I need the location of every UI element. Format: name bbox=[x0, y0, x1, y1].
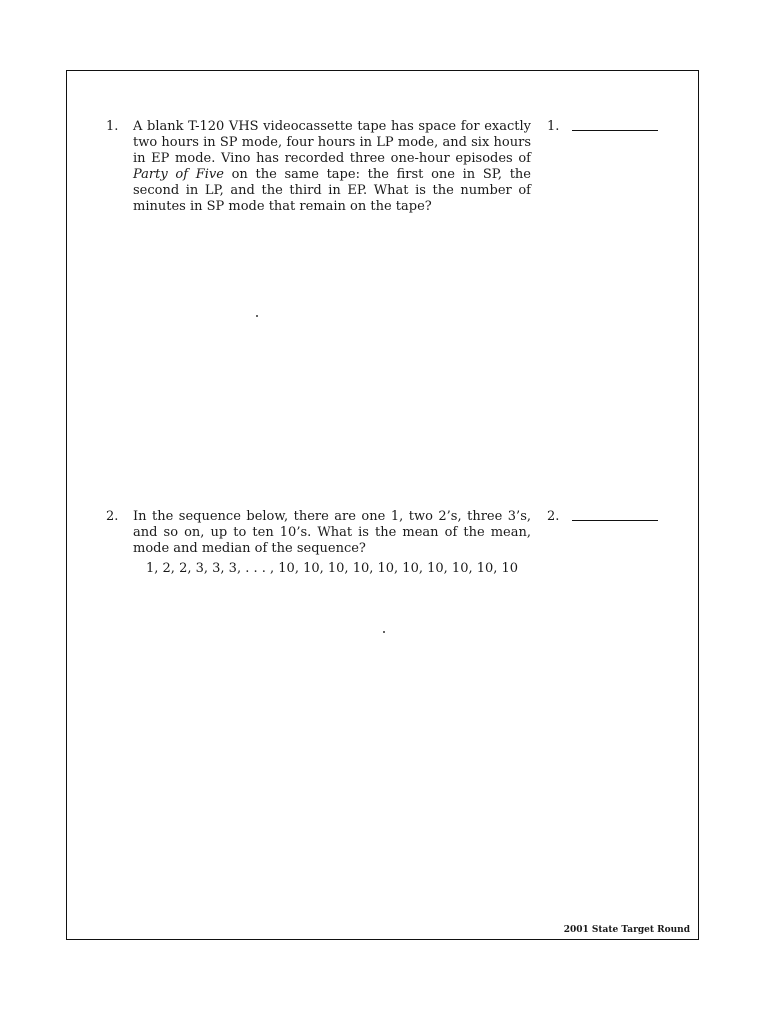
answer-2-label: 2. bbox=[547, 509, 560, 524]
problem-1-show-title: Party of Five bbox=[133, 167, 224, 182]
answer-2-blank[interactable] bbox=[572, 520, 658, 521]
problem-2-sequence: 1, 2, 2, 3, 3, 3, . . . , 10, 10, 10, 10, 10, 10, 10, 10, 10, 10 bbox=[146, 561, 519, 576]
scan-speck bbox=[256, 315, 258, 317]
problem-2 bbox=[106, 509, 531, 577]
answer-1-blank[interactable] bbox=[572, 130, 658, 131]
problem-1-text-part2: on the same tape: the first one in SP, the second in LP, and the third in EP. What is the number of minutes in SP mode that remain on the tape? bbox=[133, 167, 531, 214]
problem-2-number: 2. bbox=[106, 509, 119, 524]
scan-speck bbox=[383, 631, 385, 633]
answer-slot-1 bbox=[547, 119, 662, 135]
problem-1 bbox=[106, 119, 531, 215]
answer-1-label: 1. bbox=[547, 119, 560, 134]
problem-1-number: 1. bbox=[106, 119, 119, 134]
answer-slot-2 bbox=[547, 509, 662, 525]
footer-round-label: 2001 State Target Round bbox=[563, 925, 690, 935]
problem-1-text-part1: A blank T-120 VHS videocassette tape has space for exactly two hours in SP mode, four hours in LP mode, and six hours in EP mode. Vino has recorded three one-hour episodes of bbox=[133, 119, 531, 166]
problem-1-text bbox=[133, 119, 531, 215]
problem-2-text: In the sequence below, there are one 1, two 2’s, three 3’s, and so on, up to ten 10’s. What is the mean of the mean, mode and median of the sequence? bbox=[133, 509, 531, 556]
